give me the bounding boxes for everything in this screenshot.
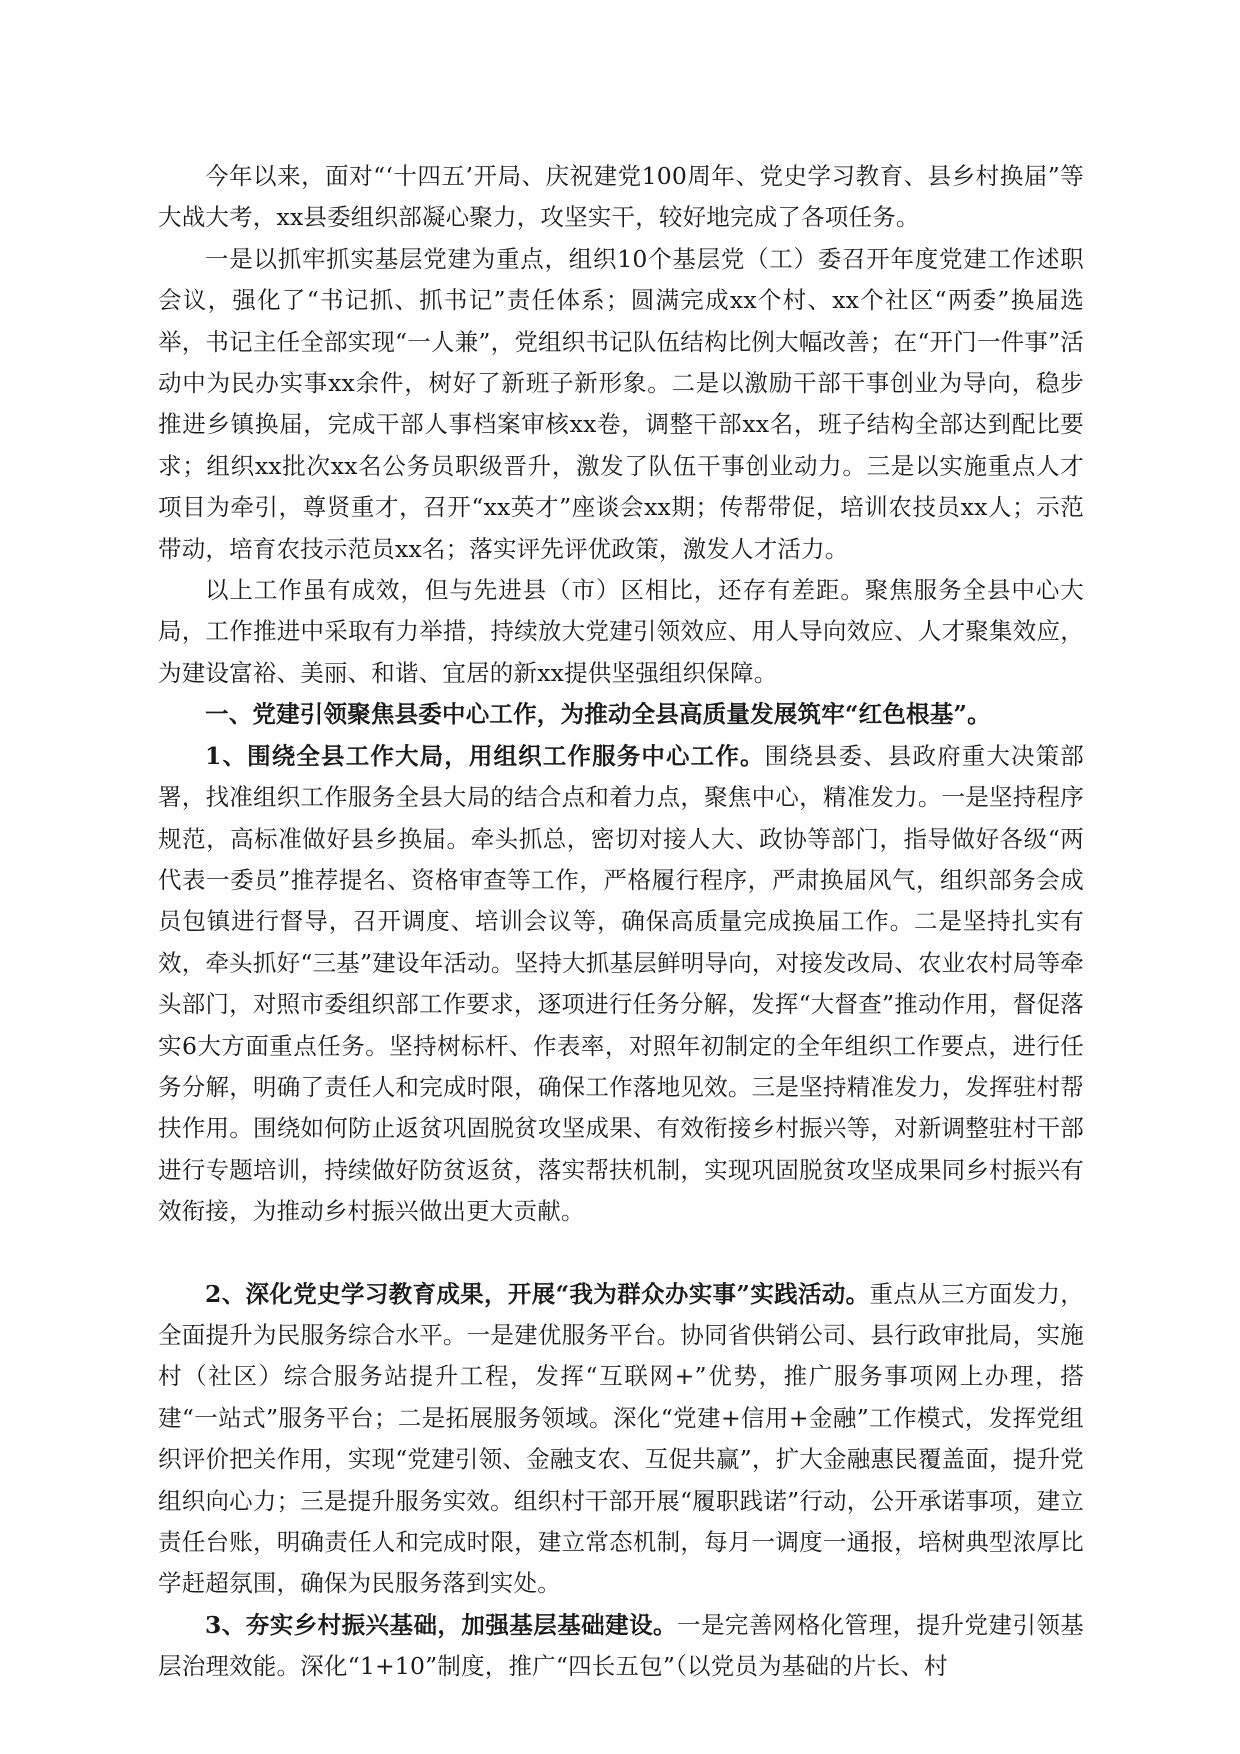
item-2-body: 重点从三方面发力，全面提升为民服务综合水平。一是建优服务平台。协同省供销公司、县行政审批局，实施村（社区）综合服务站提升工程，发挥“互联网+”优势，推广服务事项网上办理，搭建“一站式”服务平台；二是拓展服务领域。深化“党建+信用+金融”工作模式，发挥党组织评价把关作用，实现“党建引领、金融支农、互促共赢”，扩大金融惠民覆盖面，提升党组织向心力；三是提升服务实效。组织村干部开展“履职践诺”行动，公开承诺事项，建立责任台账，明确责任人和完成时限，建立常态机制，每月一调度一通报，培树典型浓厚比学赶超氛围，确保为民服务落到实处。 bbox=[158, 1279, 1084, 1598]
gap-paragraph: 以上工作虽有成效，但与先进县（市）区相比，还存有差距。聚焦服务全县中心大局，工作推进中采取有力举措，持续放大党建引领效应、用人导向效应、人才聚集效应，为建设富裕、美丽、和谐、宜居的新xx提供坚强组织保障。 bbox=[158, 576, 1084, 687]
intro-paragraph: 今年以来，面对“‘十四五’开局、庆祝建党100周年、党史学习教育、县乡村换届”等大战大考，xx县委组织部凝心聚力，攻坚实干，较好地完成了各项任务。 bbox=[158, 162, 1084, 232]
item-3-body: 一是完善网格化管理，提升党建引领基层治理效能。深化“1+10”制度，推广“四长五包”（以党员为基础的片长、村 bbox=[158, 1610, 1084, 1681]
item-1-lead: 1、围绕全县工作大局，用组织工作服务中心工作。 bbox=[205, 741, 765, 770]
item-1-body: 围绕县委、县政府重大决策部署，找准组织工作服务全县大局的结合点和着力点，聚焦中心，精准发力。一是坚持程序规范，高标准做好县乡换届。牵头抓总，密切对接人大、政协等部门，指导做好各级“两代表一委员”推荐提名、资格审查等工作，严格履行程序，严肃换届风气，组织部务会成员包镇进行督导，召开调度、培训会议等，确保高质量完成换届工作。二是坚持扎实有效，牵头抓好“三基”建设年活动。坚持大抓基层鲜明导向，对接发改局、农业农村局等牵头部门，对照市委组织部工作要求，逐项进行任务分解，发挥“大督查”推动作用，督促落实6大方面重点任务。坚持树标杆、作表率，对照年初制定的全年组织工作要点，进行任务分解，明确了责任人和完成时限，确保工作落地见效。三是坚持精准发力，发挥驻村帮扶作用。围绕如何防止返贫巩固脱贫攻坚成果、有效衔接乡村振兴等，对新调整驻村干部进行专题培训，持续做好防贫返贫，落实帮扶机制，实现巩固脱贫攻坚成果同乡村振兴有效衔接，为推动乡村振兴做出更大贡献。 bbox=[158, 741, 1085, 1226]
item-2-lead: 2、深化党史学习教育成果，开展“我为群众办实事”实践活动。 bbox=[205, 1279, 870, 1308]
item-1-paragraph bbox=[158, 736, 1084, 1233]
item-3-lead: 3、夯实乡村振兴基础，加强基层基础建设。 bbox=[205, 1610, 677, 1639]
achievements-paragraph: 一是以抓牢抓实基层党建为重点，组织10个基层党（工）委召开年度党建工作述职会议，强化了“书记抓、抓书记”责任体系；圆满完成xx个村、xx个社区“两委”换届选举，书记主任全部实现“一人兼”，党组织书记队伍结构比例大幅改善；在“开门一件事”活动中为民办实事xx余件，树好了新班子新形象。二是以激励干部干事创业为导向，稳步推进乡镇换届，完成干部人事档案审核xx卷，调整干部xx名，班子结构全部达到配比要求；组织xx批次xx名公务员职级晋升，激发了队伍干事创业动力。三是以实施重点人才项目为牵引，尊贤重才，召开“xx英才”座谈会xx期；传帮带促，培训农技员xx人；示范带动，培育农技示范员xx名；落实评先评优政策，激发人才活力。 bbox=[158, 244, 1084, 563]
document-body bbox=[158, 156, 1084, 1688]
item-2-paragraph bbox=[158, 1274, 1084, 1605]
section-1-heading: 一、党建引领聚焦县委中心工作，为推动全县高质量发展筑牢“红色根基”。 bbox=[205, 700, 991, 729]
item-3-paragraph bbox=[158, 1605, 1084, 1688]
